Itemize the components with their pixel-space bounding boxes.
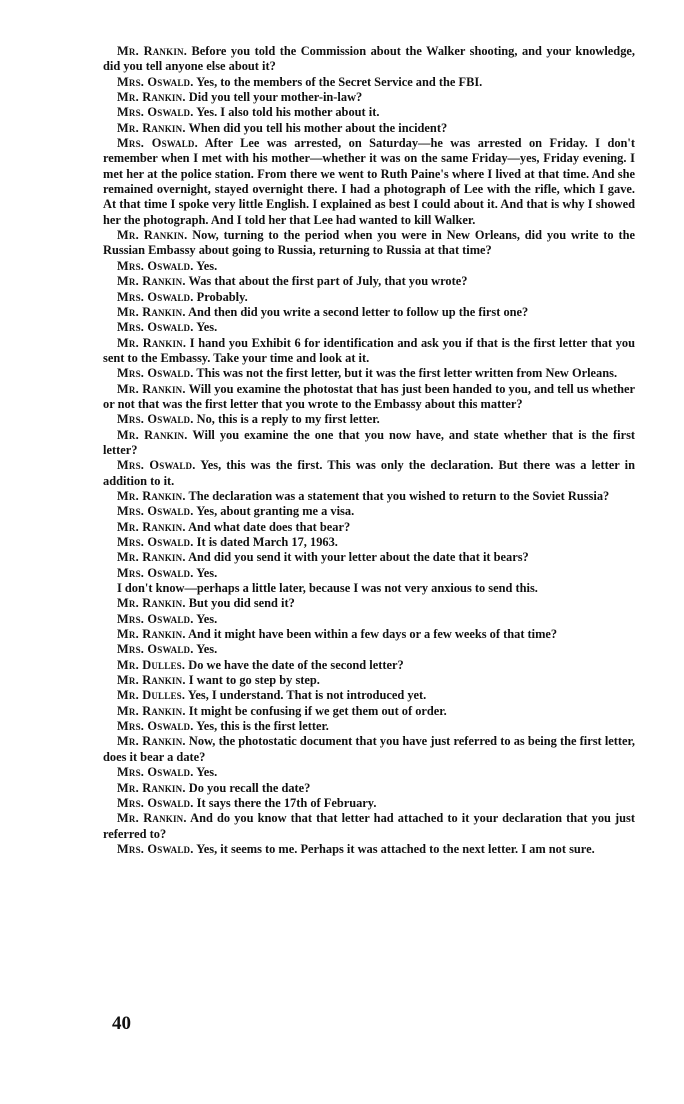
transcript-paragraph xyxy=(103,612,635,627)
transcript-paragraph xyxy=(103,504,635,519)
speaker-name: Mrs. Oswald. xyxy=(117,841,194,856)
speaker-name: Mr. Rankin. xyxy=(117,335,187,350)
transcript-paragraph xyxy=(103,627,635,642)
speaker-name: Mr. Rankin. xyxy=(117,120,186,135)
paragraph-text: Now, the photostatic document that you have just referred to as being the first letter, does it bear a date? xyxy=(103,734,635,764)
paragraph-text: And then did you write a second letter to follow up the first one? xyxy=(188,304,529,319)
speaker-name: Mr. Rankin. xyxy=(117,304,186,319)
transcript-paragraph xyxy=(103,581,635,596)
paragraph-text: Yes, it seems to me. Perhaps it was attached to the next letter. I am not sure. xyxy=(196,841,595,856)
paragraph-text: Yes. xyxy=(196,320,218,335)
transcript-paragraph xyxy=(103,734,635,765)
paragraph-text: Yes. xyxy=(196,611,218,626)
speaker-name: Mr. Rankin. xyxy=(117,811,187,826)
paragraph-text: Yes. xyxy=(196,642,218,657)
paragraph-text: Do you recall the date? xyxy=(188,780,311,795)
speaker-name: Mr. Rankin. xyxy=(117,44,188,58)
transcript-paragraph xyxy=(103,428,635,459)
speaker-name: Mrs. Oswald. xyxy=(117,565,194,580)
transcript-paragraph xyxy=(103,796,635,811)
transcript-paragraph xyxy=(103,673,635,688)
transcript-paragraph xyxy=(103,566,635,581)
speaker-name: Mrs. Oswald. xyxy=(117,611,194,626)
speaker-name: Mr. Rankin. xyxy=(117,596,186,611)
paragraph-text: I don't know—perhaps a little later, because I was not very anxious to send this. xyxy=(117,581,538,596)
transcript-paragraph xyxy=(103,44,635,75)
transcript-paragraph xyxy=(103,458,635,489)
paragraph-text: Yes. I also told his mother about it. xyxy=(196,105,380,120)
speaker-name: Mr. Rankin. xyxy=(117,780,186,795)
speaker-name: Mrs. Oswald. xyxy=(117,458,196,473)
transcript-paragraph xyxy=(103,105,635,120)
transcript-paragraph xyxy=(103,811,635,842)
paragraph-text: Now, turning to the period when you were in New Orleans, did you write to the Russian Embassy about going to Russia, returning to Russia at that time? xyxy=(103,228,635,258)
transcript-paragraph xyxy=(103,596,635,611)
transcript-paragraph xyxy=(103,305,635,320)
transcript-paragraph xyxy=(103,719,635,734)
paragraph-text: This was not the first letter, but it was the first letter written from New Orleans. xyxy=(196,366,618,381)
transcript-paragraph xyxy=(103,228,635,259)
transcript-paragraph xyxy=(103,550,635,565)
transcript-paragraph xyxy=(103,121,635,136)
paragraph-text: Before you told the Commission about the Walker shooting, and your knowledge, did you tell anyone else about it? xyxy=(103,44,635,74)
transcript-paragraph xyxy=(103,75,635,90)
paragraph-text: Yes. xyxy=(196,258,218,273)
paragraph-text: No, this is a reply to my first letter. xyxy=(196,412,380,427)
transcript-paragraph xyxy=(103,658,635,673)
paragraph-text: Yes, this was the first. This was only the declaration. But there was a letter in addition to it. xyxy=(103,458,635,488)
paragraph-text: But you did send it? xyxy=(188,596,295,611)
paragraph-text: Was that about the first part of July, that you wrote? xyxy=(188,274,468,289)
paragraph-text: Yes. xyxy=(196,765,218,780)
speaker-name: Mrs. Oswald. xyxy=(117,504,194,519)
paragraph-text: Yes, about granting me a visa. xyxy=(196,504,355,519)
transcript-paragraph xyxy=(103,382,635,413)
speaker-name: Mr. Dulles. xyxy=(117,657,186,672)
speaker-name: Mrs. Oswald. xyxy=(117,719,194,734)
transcript-paragraph xyxy=(103,781,635,796)
transcript-paragraph xyxy=(103,136,635,228)
speaker-name: Mr. Rankin. xyxy=(117,627,186,642)
paragraph-text: And it might have been within a few days or a few weeks of that time? xyxy=(188,627,558,642)
paragraph-text: Yes, to the members of the Secret Service and the FBI. xyxy=(196,74,483,89)
paragraph-text: It might be confusing if we get them out of order. xyxy=(188,703,447,718)
speaker-name: Mrs. Oswald. xyxy=(117,412,194,427)
speaker-name: Mr. Rankin. xyxy=(117,90,186,105)
paragraph-text: I want to go step by step. xyxy=(188,673,320,688)
paragraph-text: Probably. xyxy=(196,289,248,304)
paragraph-text: And do you know that that letter had attached to it your declaration that you just referred to? xyxy=(103,811,636,841)
transcript-paragraph xyxy=(103,259,635,274)
transcript-paragraph xyxy=(103,704,635,719)
speaker-name: Mr. Rankin. xyxy=(117,488,186,503)
speaker-name: Mrs. Oswald. xyxy=(117,74,194,89)
speaker-name: Mrs. Oswald. xyxy=(117,535,194,549)
paragraph-text: Did you tell your mother-in-law? xyxy=(188,90,363,105)
transcript-paragraph xyxy=(103,520,635,535)
paragraph-text: Yes, this is the first letter. xyxy=(196,719,329,734)
speaker-name: Mr. Dulles. xyxy=(117,688,186,703)
transcript-paragraph xyxy=(103,274,635,289)
speaker-name: Mrs. Oswald. xyxy=(117,289,194,304)
speaker-name: Mrs. Oswald. xyxy=(117,366,194,381)
speaker-name: Mrs. Oswald. xyxy=(117,258,194,273)
transcript-paragraph xyxy=(103,366,635,381)
paragraph-text: And did you send it with your letter about the date that it bears? xyxy=(188,550,529,565)
speaker-name: Mrs. Oswald. xyxy=(117,320,194,335)
paragraph-text: It says there the 17th of February. xyxy=(196,795,377,810)
transcript-paragraph xyxy=(103,688,635,703)
paragraph-text: I hand you Exhibit 6 for identification and ask you if that is the first letter that you sent to the Embassy. Take your time and look at it. xyxy=(103,335,635,365)
paragraph-text: Do we have the date of the second letter? xyxy=(188,657,404,672)
transcript-paragraph xyxy=(103,642,635,657)
transcript-paragraph xyxy=(103,765,635,780)
paragraph-text: Will you examine the one that you now have, and state whether that is the first letter? xyxy=(103,427,636,457)
speaker-name: Mr. Rankin. xyxy=(117,703,186,718)
speaker-name: Mr. Rankin. xyxy=(117,519,186,534)
transcript-paragraph xyxy=(103,535,635,550)
speaker-name: Mrs. Oswald. xyxy=(117,136,198,151)
transcript-paragraph xyxy=(103,489,635,504)
transcript-paragraph xyxy=(103,842,635,857)
page-number: 40 xyxy=(112,1013,131,1034)
speaker-name: Mrs. Oswald. xyxy=(117,105,194,120)
paragraph-text: It is dated March 17, 1963. xyxy=(196,535,338,549)
transcript-paragraph xyxy=(103,90,635,105)
speaker-name: Mr. Rankin. xyxy=(117,228,188,243)
paragraph-text: After Lee was arrested, on Saturday—he was arrested on Friday. I don't remember when I met with his mother—whether it was on the same Friday—yes, Friday evening. I met her at the police station. From there we went to Ruth Paine's where I lived at that time. And she remained overnight, stayed overnight there. I had a photograph of Lee with the rifle, which I gave. At that time I spoke very little English. I explained as best I could about it. And that is why I showed her the photograph. And I told her that Lee had wanted to kill Walker. xyxy=(103,136,635,227)
transcript-paragraph xyxy=(103,320,635,335)
paragraph-text: Yes, I understand. That is not introduced yet. xyxy=(187,688,427,703)
speaker-name: Mr. Rankin. xyxy=(117,734,186,749)
speaker-name: Mr. Rankin. xyxy=(117,673,186,688)
speaker-name: Mrs. Oswald. xyxy=(117,795,194,810)
speaker-name: Mr. Rankin. xyxy=(117,550,186,565)
paragraph-text: And what date does that bear? xyxy=(188,519,351,534)
transcript-paragraph xyxy=(103,336,635,367)
speaker-name: Mr. Rankin. xyxy=(117,427,188,442)
speaker-name: Mrs. Oswald. xyxy=(117,642,194,657)
speaker-name: Mr. Rankin. xyxy=(117,274,186,289)
transcript-paragraph xyxy=(103,412,635,427)
transcript-body xyxy=(103,44,635,857)
paragraph-text: When did you tell his mother about the incident? xyxy=(188,120,448,135)
paragraph-text: Will you examine the photostat that has just been handed to you, and tell us whether or not that was the first letter that you wrote to the Embassy about this matter? xyxy=(103,381,635,411)
speaker-name: Mrs. Oswald. xyxy=(117,765,194,780)
speaker-name: Mr. Rankin. xyxy=(117,381,186,396)
transcript-paragraph xyxy=(103,290,635,305)
paragraph-text: Yes. xyxy=(196,565,218,580)
paragraph-text: The declaration was a statement that you wished to return to the Soviet Russia? xyxy=(188,488,610,503)
